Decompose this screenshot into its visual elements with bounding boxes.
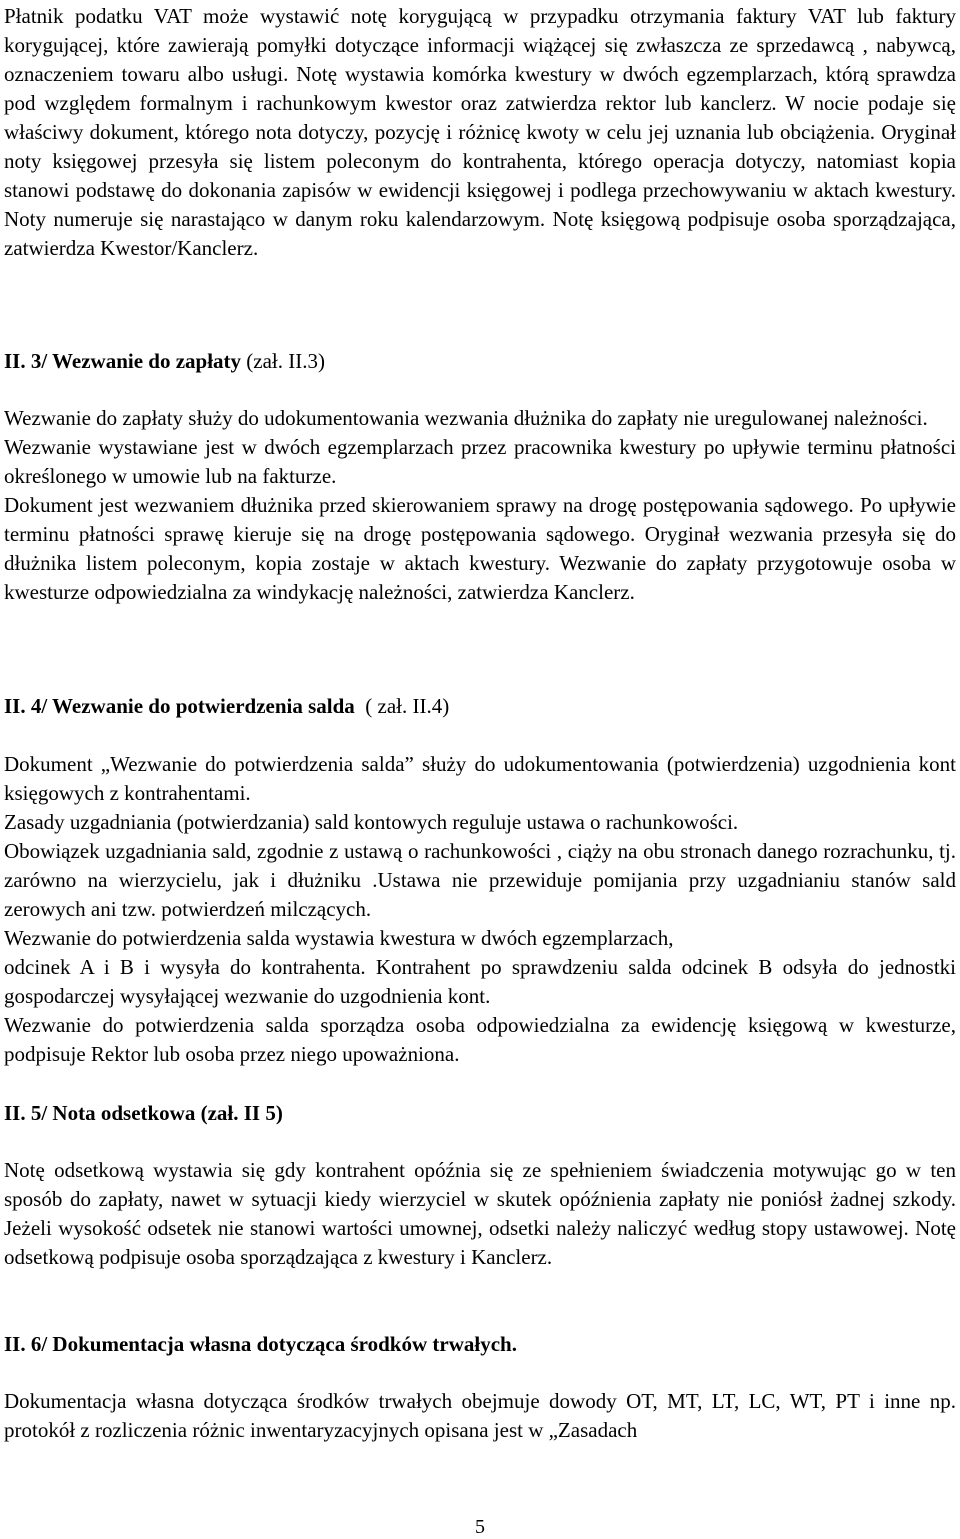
paragraph: Wezwanie do potwierdzenia salda sporządza osoba odpowiedzialna za ewidencję księgową w kwesturze, podpisuje Rektor lub osoba przez niego upoważniona. <box>4 1013 956 1066</box>
heading-section-5 <box>4 1099 956 1128</box>
heading-reference: (zał. II.3) <box>246 349 325 373</box>
heading-title: II. 6/ Dokumentacja własna dotycząca środków trwałych. <box>4 1332 517 1356</box>
heading-section-4 <box>4 692 956 721</box>
heading-title: II. 3/ Wezwanie do zapłaty <box>4 349 242 373</box>
heading-section-3 <box>4 347 956 376</box>
section-5-body <box>4 1156 956 1272</box>
heading-title: II. 5/ Nota odsetkowa (zał. II 5) <box>4 1101 283 1125</box>
paragraph: Zasady uzgadniania (potwierdzania) sald kontowych reguluje ustawa o rachunkowości. <box>4 810 739 834</box>
section-vat-note <box>4 2 956 263</box>
document-page <box>4 0 956 1537</box>
heading-reference: ( zał. II.4) <box>365 694 450 718</box>
page-number: 5 <box>475 1516 485 1538</box>
paragraph-vat-note: Płatnik podatku VAT może wystawić notę korygującą w przypadku otrzymania faktury VAT lub faktury korygującej, które zawierają pomyłki dotyczące informacji wiążącej się zwłaszcza ze sprzedawcą , nabywcą, oznaczeniem towaru albo usługi. Notę wystawia komórka kwestury w dwóch egzemplarzach, którą sprawdza pod względem formalnym i rachunkowym kwestor oraz zatwierdza rektor lub kanclerz. W nocie podaje się właściwy dokument, którego nota dotyczy, pozycję i różnicę kwoty w celu jej uznania lub obciążenia. Oryginał noty księgowej przesyła się listem poleconym do kontrahenta, którego operacja dotyczy, natomiast kopia stanowi podstawę do dokonania zapisów w ewidencji księgowej i podlega przechowywaniu w aktach kwestury. Noty numeruje się narastająco w danym roku kalendarzowym. Notę księgową podpisuje osoba sporządzająca, zatwierdza Kwestor/Kanclerz. <box>4 4 956 260</box>
section-6-body <box>4 1387 956 1445</box>
paragraph: Obowiązek uzgadniania sald, zgodnie z ustawą o rachunkowości , ciąży na obu stronach danego rozrachunku, tj. zarówno na wierzycielu, jak i dłużniku .Ustawa nie przewiduje pomijania przy uzgadnianiu stanów sald zerowych ani tzw. potwierdzeń milczących. <box>4 839 956 921</box>
paragraph: Notę odsetkową wystawia się gdy kontrahent opóźnia się ze spełnieniem świadczenia motywując go w ten sposób do zapłaty, nawet w sytuacji kiedy wierzyciel w skutek opóźnienia zapłaty nie poniósł żadnej szkody. Jeżeli wysokość odsetek nie stanowi wartości umownej, odsetki należy naliczyć według stopy ustawowej. Notę odsetkową podpisuje osoba sporządzająca z kwestury i Kanclerz. <box>4 1158 956 1269</box>
paragraph: Wezwanie wystawiane jest w dwóch egzemplarzach przez pracownika kwestury po upływie terminu płatności określonego w umowie lub na fakturze. <box>4 435 956 488</box>
paragraph: Wezwanie do zapłaty służy do udokumentowania wezwania dłużnika do zapłaty nie uregulowanej należności. <box>4 406 928 430</box>
section-3-body <box>4 404 956 607</box>
heading-section-6 <box>4 1330 956 1359</box>
section-4-body <box>4 750 956 1069</box>
paragraph: Dokument „Wezwanie do potwierdzenia salda” służy do udokumentowania (potwierdzenia) uzgodnienia kont księgowych z kontrahentami. <box>4 752 956 805</box>
paragraph: Wezwanie do potwierdzenia salda wystawia kwestura w dwóch egzemplarzach, <box>4 926 674 950</box>
paragraph: Dokument jest wezwaniem dłużnika przed skierowaniem sprawy na drogę postępowania sądowego. Po upływie terminu płatności sprawę kieruje się na drogę postępowania sądowego. Oryginał wezwania przesyła się do dłużnika listem poleconym, kopia zostaje w aktach kwestury. Wezwanie do zapłaty przygotowuje osoba w kwesturze odpowiedzialna za windykację należności, zatwierdza Kanclerz. <box>4 493 956 604</box>
heading-title: II. 4/ Wezwanie do potwierdzenia salda <box>4 694 355 718</box>
paragraph: odcinek A i B i wysyła do kontrahenta. Kontrahent po sprawdzeniu salda odcinek B odsyła do jednostki gospodarczej wysyłającej wezwanie do uzgodnienia kont. <box>4 955 956 1008</box>
paragraph: Dokumentacja własna dotycząca środków trwałych obejmuje dowody OT, MT, LT, LC, WT, PT i inne np. protokół z rozliczenia różnic inwentaryzacyjnych opisana jest w „Zasadach <box>4 1389 956 1442</box>
